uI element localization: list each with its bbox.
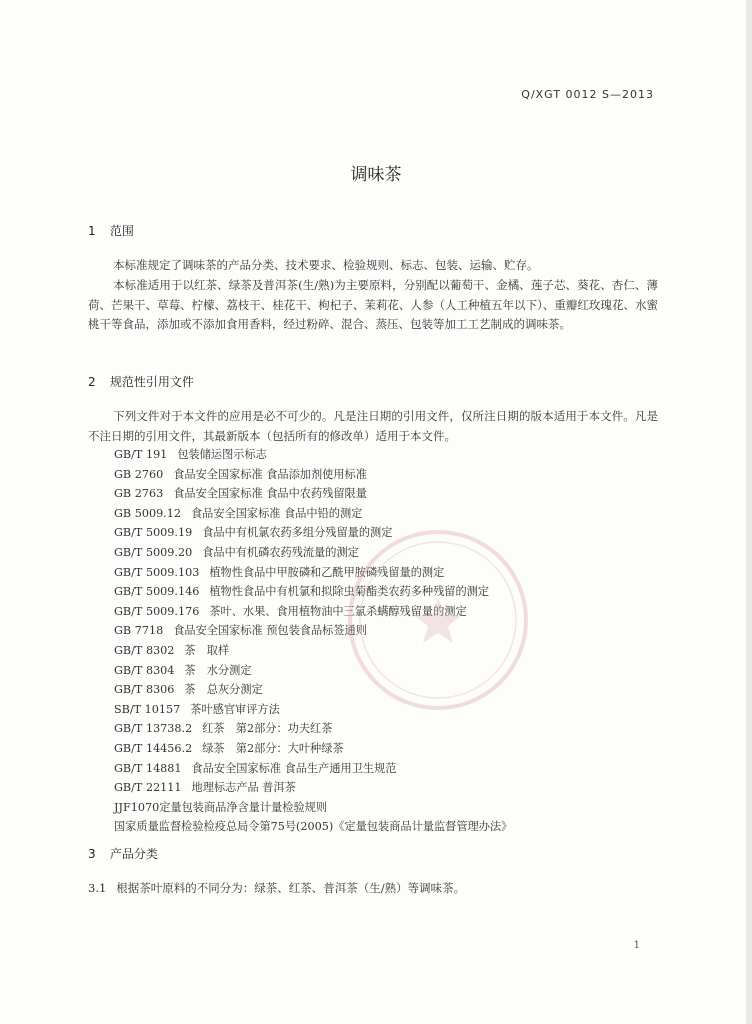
reference-item (114, 798, 654, 818)
scope-text-1: 本标准规定了调味茶的产品分类、技术要求、检验规则、标志、包装、运输、贮存。 (113, 258, 539, 272)
reference-code: GB/T 8304 (114, 663, 175, 677)
reference-title: 包装储运图示标志 (177, 448, 267, 461)
reference-code: JJF1070 (114, 800, 160, 814)
reference-code: GB/T 14456.2 (114, 741, 193, 755)
section-2-heading (88, 373, 194, 390)
reference-title: 绿茶 第2部分：大叶种绿茶 (202, 741, 344, 755)
reference-title: 食品安全国家标准 食品中农药残留限量 (173, 487, 367, 501)
reference-code: GB/T 5009.20 (114, 545, 193, 559)
reference-title: 茶 取样 (184, 643, 230, 657)
reference-title: 食品安全国家标准 食品生产通用卫生规范 (191, 761, 397, 775)
reference-title: 食品中有机氯农药多组分残留量的测定 (202, 526, 393, 540)
reference-code: GB/T 191 (114, 448, 168, 461)
normative-intro-text: 下列文件对于本文件的应用是必不可少的。凡是注日期的引用文件，仅所注日期的版本适用于本文件。凡是不注日期的引用文件，其最新版本（包括所有的修改单）适用于本文件。 (88, 409, 658, 443)
reference-code: GB 7718 (114, 624, 164, 638)
reference-code: GB/T 5009.146 (114, 585, 200, 599)
standard-number: Q/XGT 0012 S—2013 (521, 88, 654, 101)
reference-title: 食品安全国家标准 食品中铅的测定 (190, 506, 363, 520)
reference-title: 茶叶感官审评方法 (190, 702, 280, 716)
reference-code: GB 5009.12 (114, 506, 181, 520)
scan-edge (746, 0, 752, 1024)
reference-item (114, 465, 654, 485)
reference-item (114, 484, 654, 504)
reference-title: 食品安全国家标准 食品添加剂使用标准 (173, 467, 367, 481)
official-seal-stamp (338, 520, 538, 720)
section-title: 产品分类 (109, 847, 158, 861)
section-1-heading (88, 222, 134, 239)
normative-intro (88, 407, 658, 446)
section-3-heading (88, 845, 158, 862)
reference-code: GB 2760 (114, 467, 164, 481)
reference-title: 红茶 第2部分：功夫红茶 (202, 722, 333, 736)
clause-text: 根据茶叶原料的不同分为：绿茶、红茶、普洱茶（生/熟）等调味茶。 (116, 881, 466, 895)
page-number: 1 (633, 940, 640, 951)
scope-paragraph-1 (88, 256, 658, 276)
clause-number: 3.1 (88, 881, 107, 895)
reference-title: 植物性食品中有机氯和拟除虫菊酯类农药多种残留的测定 (209, 585, 490, 599)
clause-3-1 (88, 880, 465, 896)
scope-paragraph-2 (88, 276, 658, 335)
reference-title: 茶 水分测定 (184, 663, 252, 677)
reference-code: GB/T 8306 (114, 683, 175, 697)
reference-title: 定量包装商品净含量计量检验规则 (159, 800, 328, 814)
reference-code: SB/T 10157 (114, 702, 181, 716)
reference-code: GB/T 22111 (114, 781, 182, 795)
section-title: 规范性引用文件 (109, 375, 194, 389)
section-number: 2 (88, 375, 96, 389)
reference-item (114, 719, 654, 739)
reference-title: 植物性食品中甲胺磷和乙酰甲胺磷残留量的测定 (209, 565, 445, 579)
reference-item (114, 445, 654, 465)
scope-text-2: 本标准适用于以红茶、绿茶及普洱茶(生/熟)为主要原料，分别配以葡萄干、金橘、莲子芯、葵花、杏仁、薄荷、芒果干、草莓、柠檬、荔枝干、桂花干、枸杞子、茉莉花、人参（人工种植五年以下）、重瓣红玫瑰花、水蜜桃干等食品，添加或不添加食用香料，经过粉碎、混合、蒸压、包装等加工工艺制成的调味茶。 (88, 278, 658, 331)
reference-code: GB 2763 (114, 487, 164, 501)
reference-code: GB/T 5009.19 (114, 526, 193, 540)
reference-code: GB/T 13738.2 (114, 722, 193, 736)
section-number: 1 (88, 224, 96, 238)
reference-item (114, 759, 654, 779)
section-title: 范围 (109, 224, 134, 238)
section-number: 3 (88, 847, 96, 861)
reference-title: 地理标志产品 普洱茶 (191, 781, 296, 795)
reference-title: 食品安全国家标准 预包装食品标签通则 (173, 624, 367, 638)
reference-item (114, 778, 654, 798)
reference-title: 茶叶、水果、食用植物油中三氯杀螨醇残留量的测定 (209, 604, 467, 618)
reference-item (114, 817, 654, 837)
reference-title: 茶 总灰分测定 (184, 683, 263, 697)
reference-item (114, 739, 654, 759)
reference-code: GB/T 5009.176 (114, 604, 200, 618)
reference-code: GB/T 5009.103 (114, 565, 200, 579)
reference-title: 食品中有机磷农药残流量的测定 (202, 545, 359, 559)
reference-code: GB/T 8302 (114, 643, 175, 657)
document-title: 调味茶 (350, 165, 402, 185)
reference-title: 国家质量监督检验检疫总局令第75号(2005)《定量包装商品计量监督管理办法》 (114, 820, 513, 834)
reference-code: GB/T 14881 (114, 761, 182, 775)
